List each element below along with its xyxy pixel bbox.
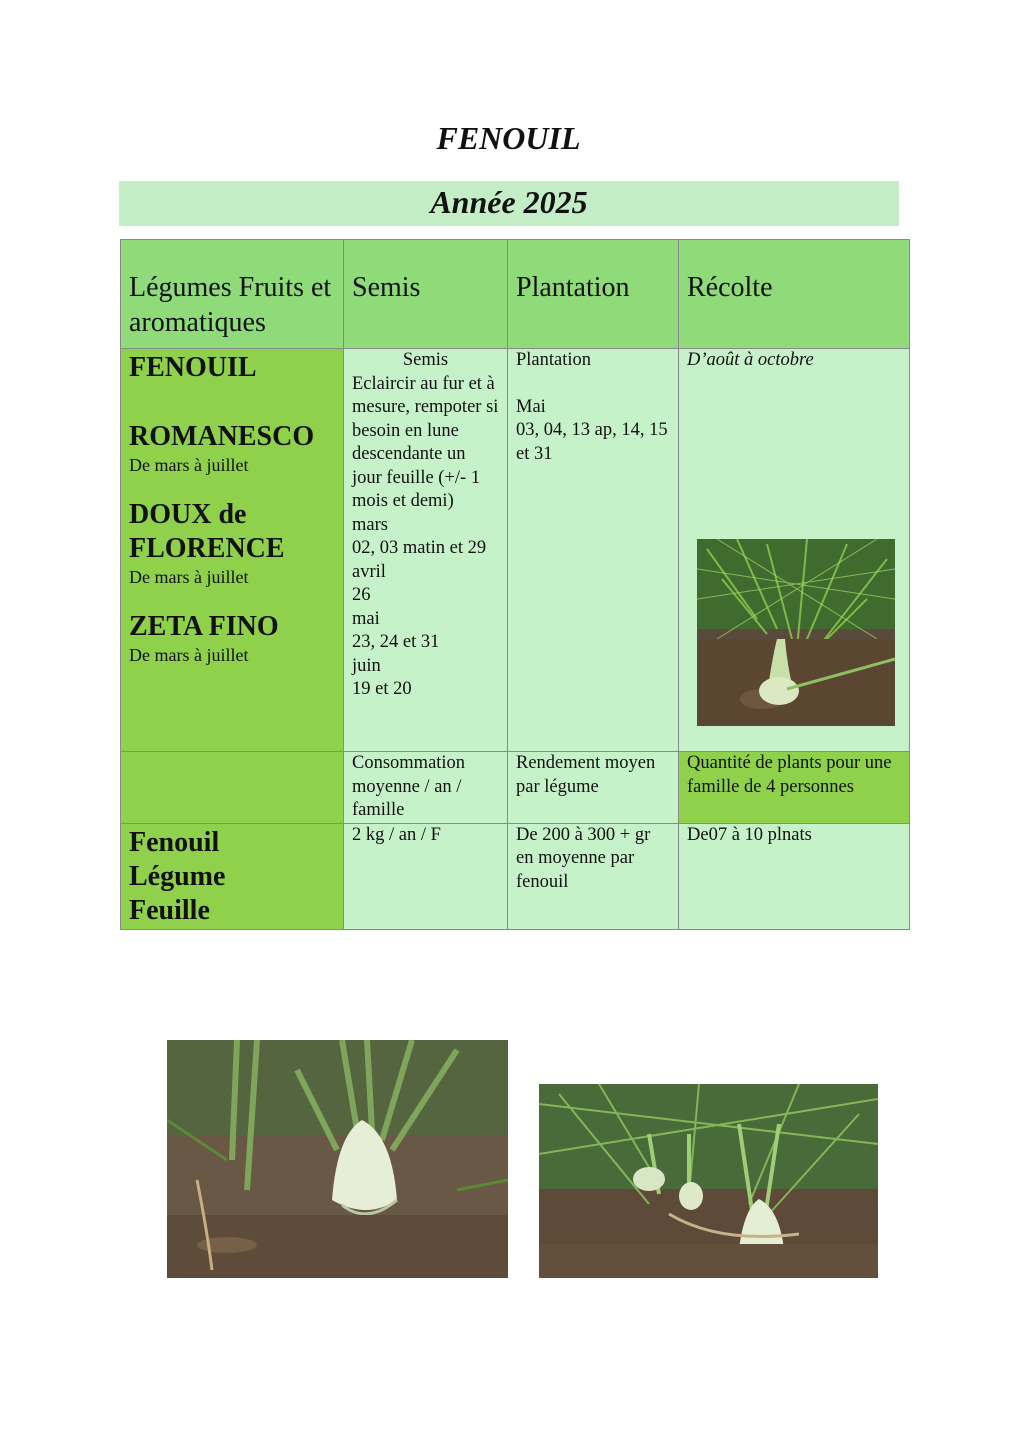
variety-name: ROMANESCO <box>129 421 315 452</box>
page-title: FENOUIL <box>436 120 581 156</box>
header-cell <box>344 240 508 349</box>
semis-date: juin <box>352 655 381 676</box>
empty-cell <box>121 752 344 824</box>
header-plantation: Plantation <box>516 272 630 303</box>
varieties-cell <box>121 349 344 752</box>
plantation-month: Mai <box>516 396 546 417</box>
semis-instructions: Eclaircir au fur et à mesure, rempoter si besoin en lune descendante un jour feuille (+/- 1 mois et demi) <box>352 373 499 511</box>
header-cell <box>121 240 344 349</box>
subheader-row <box>121 752 910 824</box>
year-banner: Année 2025 <box>119 181 899 226</box>
semis-date: mars <box>352 514 388 535</box>
semis-date: avril <box>352 561 386 582</box>
header-cell <box>679 240 910 349</box>
semis-date: 02, 03 matin et 29 <box>352 538 487 558</box>
semis-date: 23, 24 et 31 <box>352 632 440 652</box>
table-header-row <box>121 240 910 349</box>
plantation-dates: 03, 04, 13 ap, 14, 15 et 31 <box>516 420 668 464</box>
semis-date: 26 <box>352 585 371 605</box>
subheader-quantite: Quantité de plants pour une famille de 4 personnes <box>679 752 910 824</box>
header-recolte: Récolte <box>687 272 773 303</box>
fennel-photo-harvest <box>697 539 895 726</box>
quantite-value: De07 à 10 plnats <box>679 823 910 929</box>
consommation-value: 2 kg / an / F <box>344 823 508 929</box>
subheader-rendement: Rendement moyen par légume <box>508 752 679 824</box>
fennel-photo-bulb <box>167 1040 508 1278</box>
fennel-photo-row <box>539 1084 878 1278</box>
variety-name: ZETA FINO <box>129 611 279 642</box>
header-semis: Semis <box>352 272 421 303</box>
variety-name: FENOUIL <box>129 352 257 383</box>
semis-heading: Semis <box>402 350 449 370</box>
rendement-value: De 200 à 300 + gr en moyenne par fenouil <box>508 823 679 929</box>
bottom-label-cell <box>121 823 344 929</box>
plantation-heading: Plantation <box>516 350 592 370</box>
semis-date: mai <box>352 608 380 629</box>
header-cell <box>508 240 679 349</box>
semis-date: 19 et 20 <box>352 679 412 699</box>
header-vegetables: Légumes Fruits et aromatiques <box>129 272 332 338</box>
subheader-consommation: Consommation moyenne / an / famille <box>344 752 508 824</box>
variety-period: De mars à juillet <box>129 645 249 665</box>
semis-cell <box>344 349 508 752</box>
bottom-label: Feuille <box>129 894 210 926</box>
variety-period: De mars à juillet <box>129 455 249 475</box>
bottom-label: Légume <box>129 860 226 892</box>
variety-name: DOUX de FLORENCE <box>129 499 285 564</box>
variety-period: De mars à juillet <box>129 567 249 587</box>
recolte-period: D’août à octobre <box>687 350 814 370</box>
bottom-row <box>121 823 910 929</box>
plantation-cell <box>508 349 679 752</box>
bottom-label: Fenouil <box>129 826 220 858</box>
